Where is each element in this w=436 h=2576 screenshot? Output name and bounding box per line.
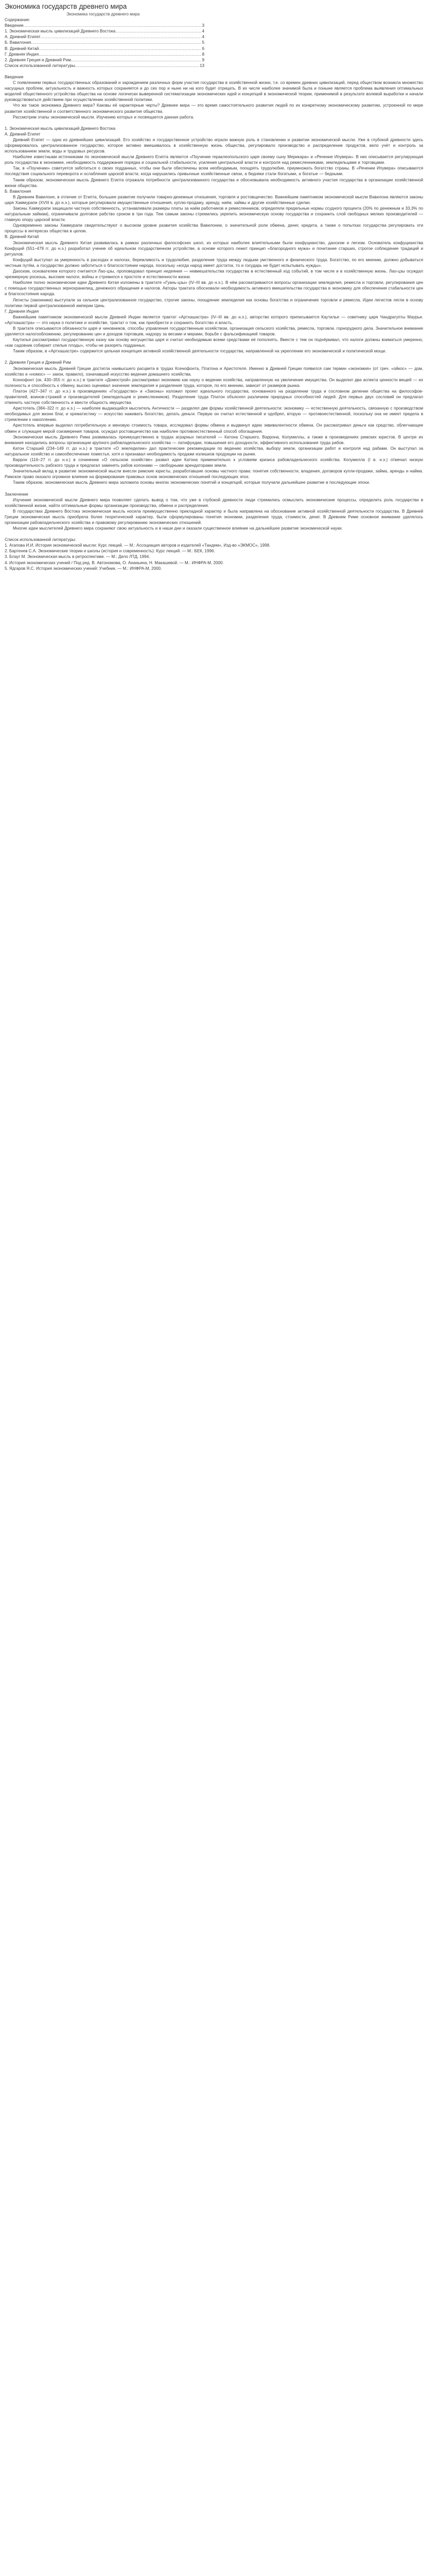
section-heading: Введение bbox=[5, 74, 24, 79]
bibliography bbox=[5, 537, 423, 571]
paragraph: Аристотель впервые выделил потребительную и меновую стоимость товара, исследовал формы обмена и выдвинул идею эквивалентности обмена. Он рассматривал деньги как средство, облегчающее обмен и служащее мерой соизмерения товаров, осуждал ростовщичество как наиболее противоестественный способ обогащения. bbox=[5, 423, 423, 434]
page-subtitle: Экономика государств древнего мира bbox=[66, 12, 140, 16]
paragraph: Аристотель (384–322 гг. до н.э.) — наиболее выдающийся мыслитель Античности — разделял две формы хозяйственной деятельности: экономику — естественную деятельность, связанную с производством необходимых для жизни благ, и хрематистику — искусство наживать богатство, делать деньги. Первую он считал естественной и одобрял, вторую — противоестественной, поскольку она не имеет предела в стремлении к накоплению. bbox=[5, 406, 423, 422]
paragraph: Древний Египет — одна из древнейших цивилизаций. Его хозяйство и государственное устройство играли важную роль в становлении и развитии экономической мысли. Уже в глубокой древности здесь сформировалось централизованное государство, которое активно вмешивалось в хозяйственную жизнь общества, регулировало производство и распределение продуктов, вело учёт и контроль за использованием земли, воды и трудовых ресурсов. bbox=[5, 137, 423, 154]
introduction bbox=[5, 74, 423, 120]
subsection-heading: А. Древний Египет bbox=[5, 131, 41, 137]
section-heading: 1. Экономическая мысль цивилизаций Древнего Востока bbox=[5, 126, 116, 131]
toc-item[interactable]: Б. Вавилония ..... 5 bbox=[5, 40, 204, 45]
toc-item[interactable]: 1. Экономическая мысль цивилизаций Древнего Востока ..... 4 bbox=[5, 28, 204, 34]
essay-body bbox=[5, 120, 423, 531]
bibliography-item: 5. Ядгаров Я.С. История экономических учений: Учебник. — М.: ИНФРА-М, 2000. bbox=[5, 566, 162, 571]
paragraph: Экономическая мысль Древней Греции достигла наивысшего расцвета в трудах Ксенофонта, Платона и Аристотеля. Именно в Древней Греции появился сам термин «экономия» (от греч. «ойкос» — дом, хозяйство и «номос» — закон, правило), означавший искусство ведения домашнего хозяйства. bbox=[5, 366, 423, 377]
toc-heading: Содержание: bbox=[5, 18, 30, 23]
toc-item[interactable]: Г. Древняя Индия ..... 8 bbox=[5, 52, 204, 57]
subsection-heading: В. Древний Китай bbox=[5, 234, 39, 240]
paragraph: Таким образом, экономическая мысль Древнего Египта отражала потребности централизованного государства и обосновывала необходимость активного участия государства в организации хозяйственной жизни общества. bbox=[5, 177, 423, 188]
subsection-heading: Г. Древняя Индия bbox=[5, 309, 39, 314]
paragraph: Ксенофонт (ок. 430–355 гг. до н.э.) в трактате «Домострой» рассматривал экономию как науку о ведении хозяйства, направленную на увеличение имущества. Он выделил два аспекта ценности вещей — их полезность и способность к обмену, высоко оценивал значение земледелия и разделения труда, которое, по его мнению, зависит от размеров рынка. bbox=[5, 377, 423, 388]
toc-item[interactable]: Введение ..... 3 bbox=[5, 23, 204, 28]
paragraph: В Древнем Вавилоне, в отличие от Египта, большее развитие получили товарно-денежные отношения, торговля и ростовщичество. Важнейшим памятником экономической мысли Вавилона являются законы царя Хаммурапи (XVIII в. до н.э.), которые регулировали имущественные отношения, куплю-продажу, аренду, наём, займы и другие хозяйственные сделки. bbox=[5, 194, 423, 205]
paragraph: Многие идеи мыслителей Древнего мира сохраняют свою актуальность и в наши дни и оказали существенное влияние на дальнейшее развитие экономической науки. bbox=[13, 526, 343, 531]
paragraph: Изучение экономической мысли Древнего мира позволяет сделать вывод о том, что уже в глубокой древности люди стремились осмыслить экономические процессы, определить роль государства в хозяйственной жизни, найти оптимальные формы организации производства, обмена и распределения. bbox=[5, 497, 423, 508]
paragraph: Наиболее полно экономические идеи Древнего Китая изложены в трактате «Гуань-цзы» (IV–III вв. до н.э.). В нём рассматриваются вопросы организации земледелия, ремесла и торговли, регулирования цен с помощью государственных зернохранилищ, денежного обращения и налогов. Авторы трактата обосновали необходимость активного вмешательства государства в экономику для обеспечения стабильности цен и благосостояния народа. bbox=[5, 280, 423, 297]
section-heading: 2. Древняя Греция и Древний Рим bbox=[5, 360, 71, 365]
page-title: Экономика государств древнего мира bbox=[5, 3, 127, 10]
paragraph: Экономическая мысль Древнего Китая развивалась в рамках различных философских школ, из которых наиболее влиятельными были конфуцианство, даосизм и легизм. Основатель конфуцианства Конфуций (551–479 гг. до н.э.) разработал учение об идеальном государственном устройстве, в основе которого лежит принцип «благородного мужа» и почитание старших, строгое соблюдение традиций и ритуалов. bbox=[5, 240, 423, 257]
toc-item[interactable]: Список использованной литературы ..... 13 bbox=[5, 63, 204, 69]
paragraph: Таким образом, в «Артхашастре» содержится цельная концепция активной хозяйственной деятельности государства, направленной на укрепление его экономической и политической мощи. bbox=[13, 349, 387, 354]
paragraph: Что же такое экономика Древнего мира? Каковы её характерные черты? Древнее мира — это время самостоятельного развития людей по их конкретному экономическому развитию, устроенной по мере развития хозяйственной и соответственного экономического развития общества. bbox=[5, 103, 423, 114]
document bbox=[0, 0, 427, 571]
toc-item[interactable]: А. Древний Египет ..... 4 bbox=[5, 34, 204, 40]
paragraph: Важнейшим памятником экономической мысли Древней Индии является трактат «Артхашастра» (IV–III вв. до н.э.), авторство которого приписывается Каутилье — советнику царя Чандрагупты Маурьи. «Артхашастра» — это наука о политике и хозяйстве, трактат о том, как приобрести и сохранить богатство и власть. bbox=[5, 314, 423, 325]
bibliography-item: 3. Блауг М. Экономическая мысль в ретроспективе. — М.: Дело ЛТД, 1994. bbox=[5, 554, 150, 560]
paragraph: Значительный вклад в развитие экономической мысли внесли римские юристы, разработавшие основы частного права: понятия собственности, владения, договоров купли-продажи, займа, аренды и найма. Римское право оказало огромное влияние на формирование правовых основ экономических отношений последующих эпох. bbox=[5, 469, 423, 480]
paragraph: В государствах Древнего Востока экономическая мысль носила преимущественно прикладной характер и была направлена на обоснование активной хозяйственной деятельности государства. В Древней Греции экономическая мысль приобрела более теоретический характер, были сформулированы понятия экономии, разделения труда, стоимости, денег. В Древнем Риме основное внимание уделялось организации рабовладельческого хозяйства и правовому регулированию экономических отношений. bbox=[5, 509, 423, 525]
paragraph: Катон Старший (234–149 гг. до н.э.) в трактате «О земледелии» дал практические рекомендации по ведению хозяйства, выбору земли, организации работ и контроля над рабами. Он выступал за натуральное хозяйство и самообеспечение поместья, хотя и признавал необходимость продажи излишков продукции на рынке. bbox=[5, 446, 423, 456]
bibliography-item: 4. История экономических учений / Под ред. В. Автономова, О. Ананьина, Н. Макашевой. — М.: ИНФРА-М, 2000. bbox=[5, 560, 224, 565]
toc-item[interactable]: В. Древний Китай ..... 6 bbox=[5, 46, 204, 52]
paragraph: Рассмотрим этапы экономической мысли. Изучению которых и посвящается данная работа. bbox=[13, 114, 195, 120]
paragraph: Таким образом, экономическая мысль Древнего мира заложила основы многих экономических понятий и концепций, которые получили дальнейшее развитие в последующие эпохи. bbox=[13, 480, 370, 485]
paragraph: С появлением первых государственных образований и зарождением различных форм участия государства в хозяйственной жизни, т.е. со времен древних цивилизаций, перед обществом возникла множество насущных проблем, актуальность и важность которых сохраняется и до сих пор и ныне ни на кого будет отрицать. В их числе наиболее значимой была и поныне является проблема выявления оптимальных моделей общественного устройства общества на основе логически выверенной систематизации экономических идей и концепций в экономической теории, применимой в результате волевой выработки и начали руководствоваться действием при осуществлении хозяйственной политики. bbox=[5, 80, 423, 103]
paragraph: Так, в «Поучении» советуется заботиться о своих подданных, чтобы они были обеспечены всем необходимым, поощрять трудолюбие, приумножать богатство страны. В «Речении Ипувера» описываются последствия социального переворота и ослабления царской власти, когда нарушились привычные хозяйственные связи, а бедняки стали богатыми, а богатые — бедными. bbox=[5, 166, 423, 177]
bibliography-heading: Список использованной литературы: bbox=[5, 537, 76, 543]
bibliography-item: 1. Агапова И.И. История экономической мысли: Курс лекций. — М.: Ассоциация авторов и издателей «Тандем», Изд-во «ЭКМОС», 1998. bbox=[5, 543, 271, 548]
paragraph: Легисты (законники) выступали за сильное централизованное государство, строгие законы, поощрение земледелия как основы богатства и ограничение торговли и ремесла. Идеи легистов легли в основу политики первой централизованной империи Цинь. bbox=[5, 297, 423, 308]
paragraph: Наиболее известными источниками по экономической мысли Древнего Египта являются «Поучение гераклеопольского царя своему сыну Мерикара» и «Речение Ипувера». В них описывается регулирующая роль государства в экономике, необходимость поддержания порядка и социальной стабильности, усиления центральной власти и контроля над ремесленниками, земледельцами и торговцами. bbox=[5, 155, 423, 165]
paragraph: Конфуций выступал за умеренность в расходах и налогах, бережливость и трудолюбие, разделение труда между людьми умственного и физического труда. Богатство, по его мнению, должно добываться честным путём, а государство должно заботиться о благосостоянии народа, поскольку «когда народ имеет достаток, то и государь не будет испытывать нужды». bbox=[5, 257, 423, 268]
paragraph: Даосизм, основателем которого считается Лао-цзы, проповедовал принцип недеяния — невмешательства государства в естественный ход событий, в том числе и в хозяйственную жизнь. Лао-цзы осуждал чрезмерную роскошь, высокие налоги, войны и стремился к простоте и естественности жизни. bbox=[5, 269, 423, 280]
table-of-contents bbox=[5, 23, 423, 69]
section-heading: Заключение bbox=[5, 492, 28, 497]
paragraph: Платон (427–347 гг. до н.э.) в произведениях «Государство» и «Законы» изложил проект идеального государства, основанного на разделении труда и сословном делении общества на философов-правителей, воинов-стражей и производителей (земледельцев и ремесленников). Разделение труда Платон объяснял различием природных способностей людей. Для первых двух сословий он предлагал отменить частную собственность и ввести общность имущества. bbox=[5, 388, 423, 405]
paragraph: В трактате описываются обязанности царя и чиновников, способы управления государственным хозяйством, организация сельского хозяйства, ремесла, торговли, горнорудного дела. Значительное внимание уделяется налогообложению, регулированию цен и доходов торговцев, надзору за весами и мерами, борьбе с фальсификацией товаров. bbox=[5, 326, 423, 337]
paragraph: Одновременно законы Хаммурапи свидетельствуют о высоком уровне развития хозяйства Вавилонии, о значительной роли обмена, денег, кредита, а также о попытках государства регулировать эти процессы в интересах общества в целом. bbox=[5, 223, 423, 234]
paragraph: Экономическая мысль Древнего Рима развивалась преимущественно в трудах аграрных писателей — Катона Старшего, Варрона, Колумеллы, а также в произведениях римских юристов. В центре их внимания находились вопросы организации крупного рабовладельческого хозяйства — латифундии, повышения его доходности, эффективного использования труда рабов. bbox=[5, 434, 423, 445]
toc-item[interactable]: 2. Древняя Греция и Древний Рим ..... 9 bbox=[5, 57, 204, 63]
bibliography-item: 2. Бартенев С.А. Экономические теории и школы (история и современность): Курс лекций. — М.: БЕК, 1996. bbox=[5, 549, 215, 554]
paragraph: Законы Хаммурапи защищали частную собственность, устанавливали размеры платы за наём работников и ремесленников, определяли предельные нормы ссудного процента (20% по денежным и 33,3% по натуральным займам), ограничивали долговое рабство сроком в три года. Тем самым законы стремились укрепить экономическую основу государства и сохранить слой свободных мелких производителей — главную опору царской власти. bbox=[5, 206, 423, 223]
paragraph: Каутилья рассматривал государственную казну как основу могущества царя и считал необходимым всеми средствами её пополнять. Вместе с тем он подчёркивал, что налоги должны взиматься умеренно, «как садовник собирает спелые плоды», чтобы не разорять подданных. bbox=[5, 337, 423, 348]
paragraph: Варрон (116–27 гг. до н.э.) в сочинении «О сельском хозяйстве» развил идеи Катона применительно к условиям кризиса рабовладельческого хозяйства. Колумелла (I в. н.э.) отмечал низкую производительность рабского труда и предлагал заменять рабов колонами — свободными арендаторами земли. bbox=[5, 457, 423, 468]
subsection-heading: Б. Вавилония bbox=[5, 189, 31, 194]
